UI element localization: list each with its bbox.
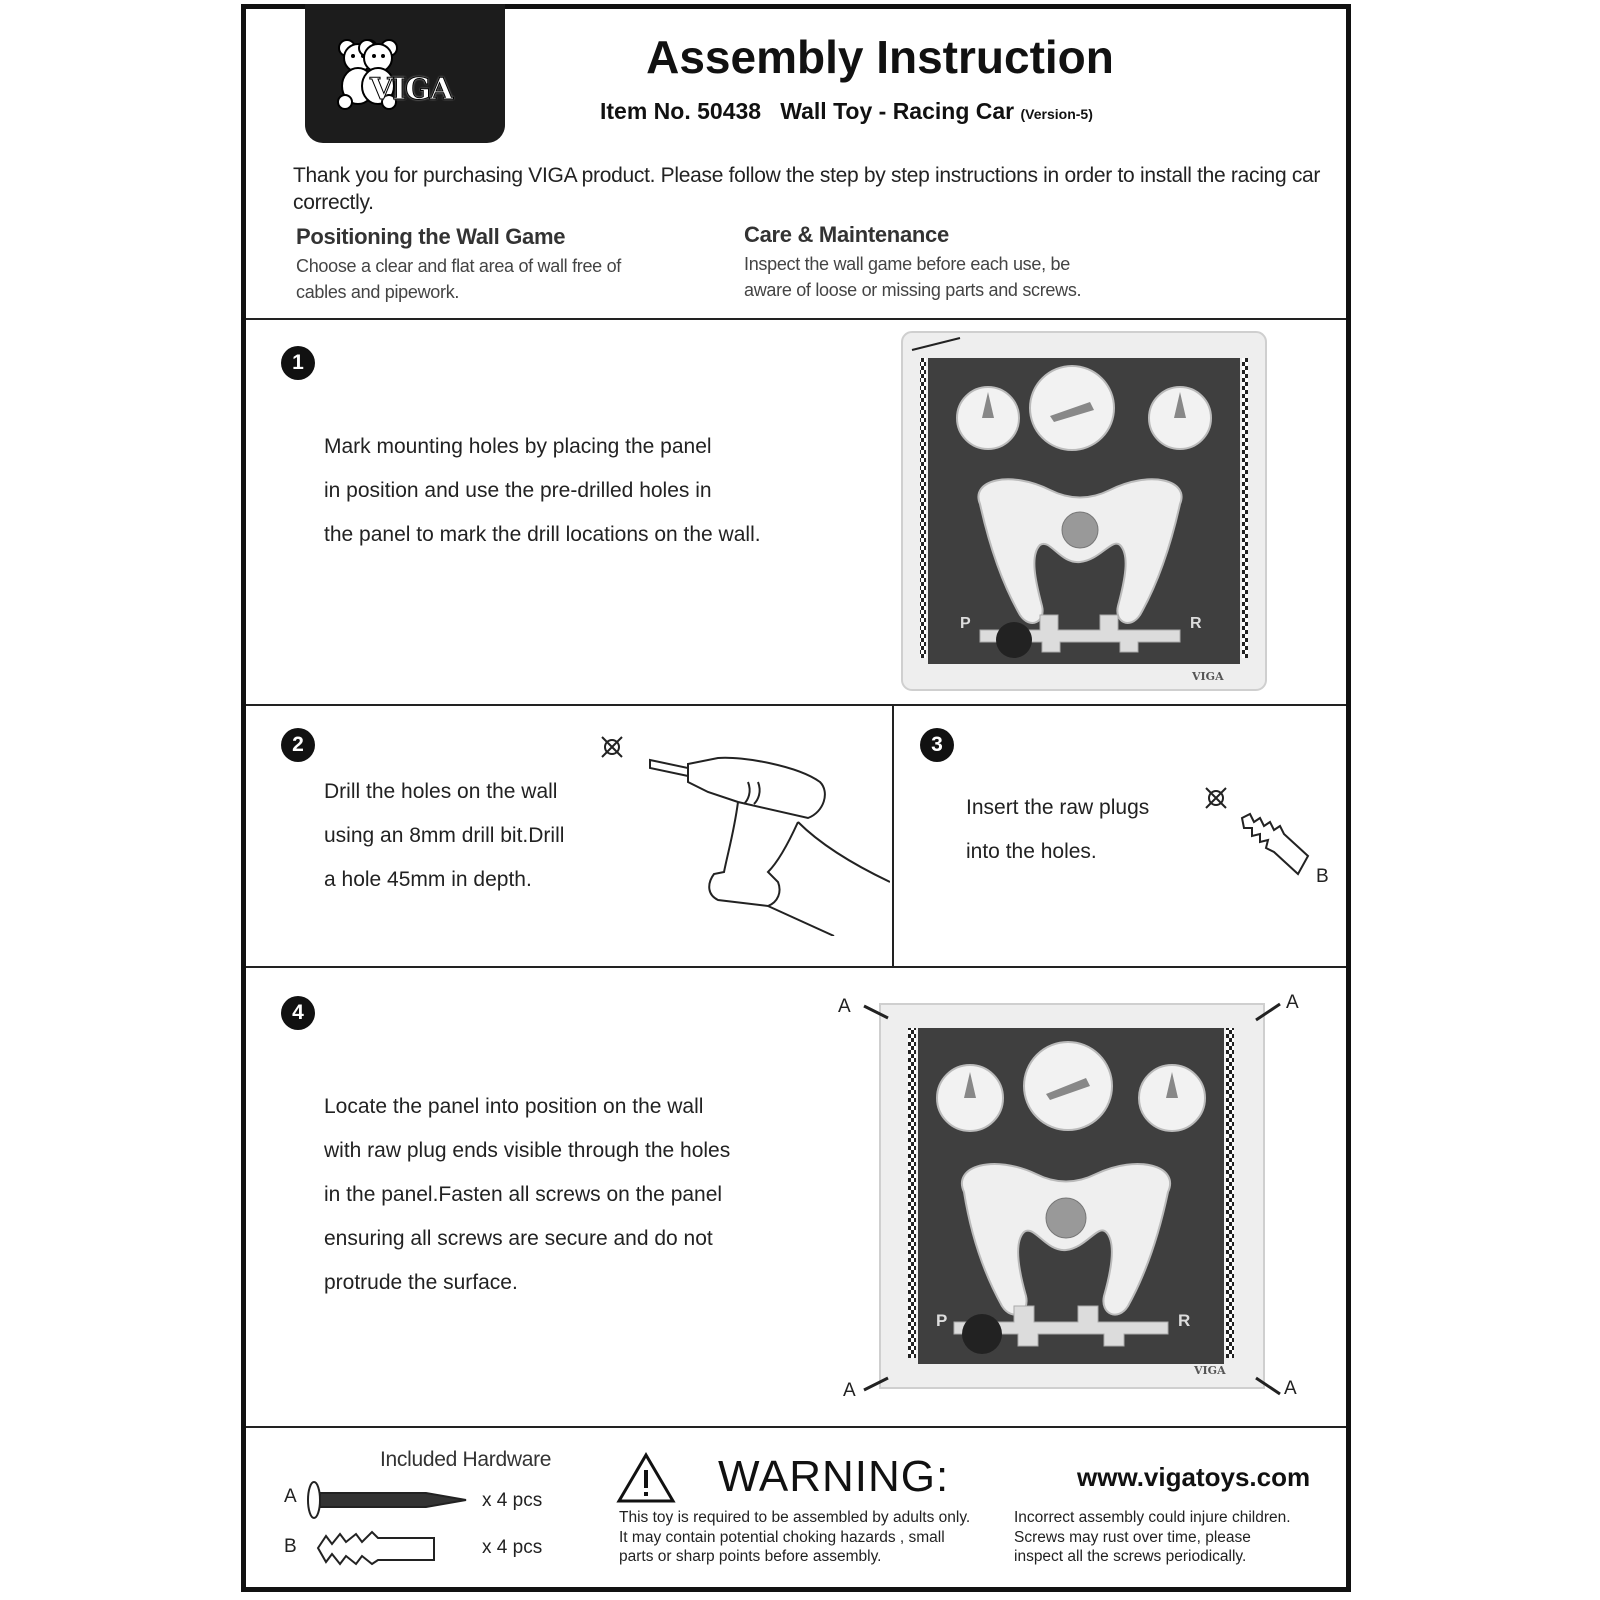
item-subtitle	[600, 98, 1093, 125]
divider	[892, 704, 894, 967]
screw-arrows-icon	[860, 998, 1300, 1410]
panel-brand-mark: VIGA	[1192, 670, 1224, 683]
warning-line: parts or sharp points before assembly.	[619, 1548, 882, 1565]
version-label: (Version-5)	[1020, 106, 1093, 122]
step-4-line: ensuring all screws are secure and do not	[324, 1227, 713, 1250]
divider	[246, 966, 1346, 968]
care-line-1: Inspect the wall game before each use, be	[744, 254, 1070, 274]
gear-label-p: P	[936, 1311, 948, 1330]
website-link[interactable]: www.vigatoys.com	[1077, 1462, 1311, 1492]
step-4-line: protrude the surface.	[324, 1271, 518, 1294]
step-3-line: Insert the raw plugs	[966, 796, 1150, 819]
racing-car-panel-illustration	[900, 330, 1270, 695]
corner-label-a: A	[838, 996, 851, 1017]
step-1-number: 1	[281, 346, 315, 380]
hardware-label-b: B	[284, 1536, 297, 1557]
step-2-text	[324, 770, 564, 902]
warning-right-text	[1014, 1508, 1291, 1567]
step-4-line: with raw plug ends visible through the holes	[324, 1139, 731, 1162]
warning-left-text	[619, 1508, 970, 1567]
warning-line: Screws may rust over time, please	[1014, 1528, 1251, 1546]
raw-plug-icon	[314, 1528, 440, 1566]
hardware-qty-a: x 4 pcs	[482, 1490, 543, 1511]
item-line: Item No. 50438 Wall Toy - Racing Car	[600, 98, 1015, 124]
step-4-text	[324, 1085, 730, 1305]
drill-mark-icon	[600, 735, 624, 759]
screw-icon	[306, 1478, 470, 1522]
gear-label-r: R	[1190, 615, 1202, 632]
brand-name: VIGA	[370, 72, 453, 107]
step-1-line: in position and use the pre-drilled holes in	[324, 479, 712, 502]
raw-plug-icon	[1238, 812, 1314, 878]
hardware-qty-b: x 4 pcs	[482, 1537, 543, 1558]
panel-brand-mark: VIGA	[1194, 1364, 1226, 1377]
corner-label-a: A	[843, 1380, 856, 1401]
warning-triangle-icon	[616, 1452, 676, 1504]
step-4-line: Locate the panel into position on the wall	[324, 1095, 704, 1118]
warning-title: WARNING:	[718, 1452, 950, 1501]
care-heading: Care & Maintenance	[744, 222, 949, 247]
step-2-line: Drill the holes on the wall	[324, 780, 558, 803]
divider	[246, 318, 1346, 320]
step-4-line: in the panel.Fasten all screws on the panel	[324, 1183, 723, 1206]
step-3-line: into the holes.	[966, 840, 1097, 863]
step-4-number: 4	[281, 996, 315, 1030]
hole-mark-icon	[1204, 786, 1228, 810]
step-1-line: the panel to mark the drill locations on the wall.	[324, 523, 761, 546]
warning-line: This toy is required to be assembled by adults only.	[619, 1509, 971, 1526]
warning-line: inspect all the screws periodically.	[1014, 1548, 1247, 1565]
step-1-line: Mark mounting holes by placing the panel	[324, 435, 712, 458]
step-1-text	[324, 425, 761, 557]
positioning-line-2: cables and pipework.	[296, 282, 460, 302]
warning-line: It may contain potential choking hazards , small	[619, 1528, 945, 1546]
warning-line: Incorrect assembly could injure children.	[1014, 1509, 1291, 1526]
divider	[246, 1426, 1346, 1428]
step-3-number: 3	[920, 728, 954, 762]
positioning-line-1: Choose a clear and flat area of wall free of	[296, 256, 621, 276]
page-title: Assembly Instruction	[646, 31, 1114, 83]
step-2-number: 2	[281, 728, 315, 762]
corner-label-a: A	[1284, 1378, 1297, 1399]
hardware-title: Included Hardware	[380, 1448, 552, 1471]
hardware-label-a: A	[284, 1486, 297, 1507]
corner-label-a: A	[1286, 992, 1299, 1013]
step-3-text	[966, 786, 1149, 874]
part-label-b: B	[1316, 866, 1329, 887]
step-2-line: using an 8mm drill bit.Drill	[324, 824, 565, 847]
divider	[246, 704, 1346, 706]
gear-label-p: P	[960, 615, 971, 632]
care-line-2: aware of loose or missing parts and screws.	[744, 280, 1082, 300]
hand-drill-icon	[648, 752, 890, 936]
intro-text: Thank you for purchasing VIGA product. Please follow the step by step instructions in order to install the racing car correctly.	[293, 164, 1321, 214]
step-2-line: a hole 45mm in depth.	[324, 868, 532, 891]
gear-label-r: R	[1178, 1311, 1191, 1330]
positioning-heading: Positioning the Wall Game	[296, 224, 566, 249]
